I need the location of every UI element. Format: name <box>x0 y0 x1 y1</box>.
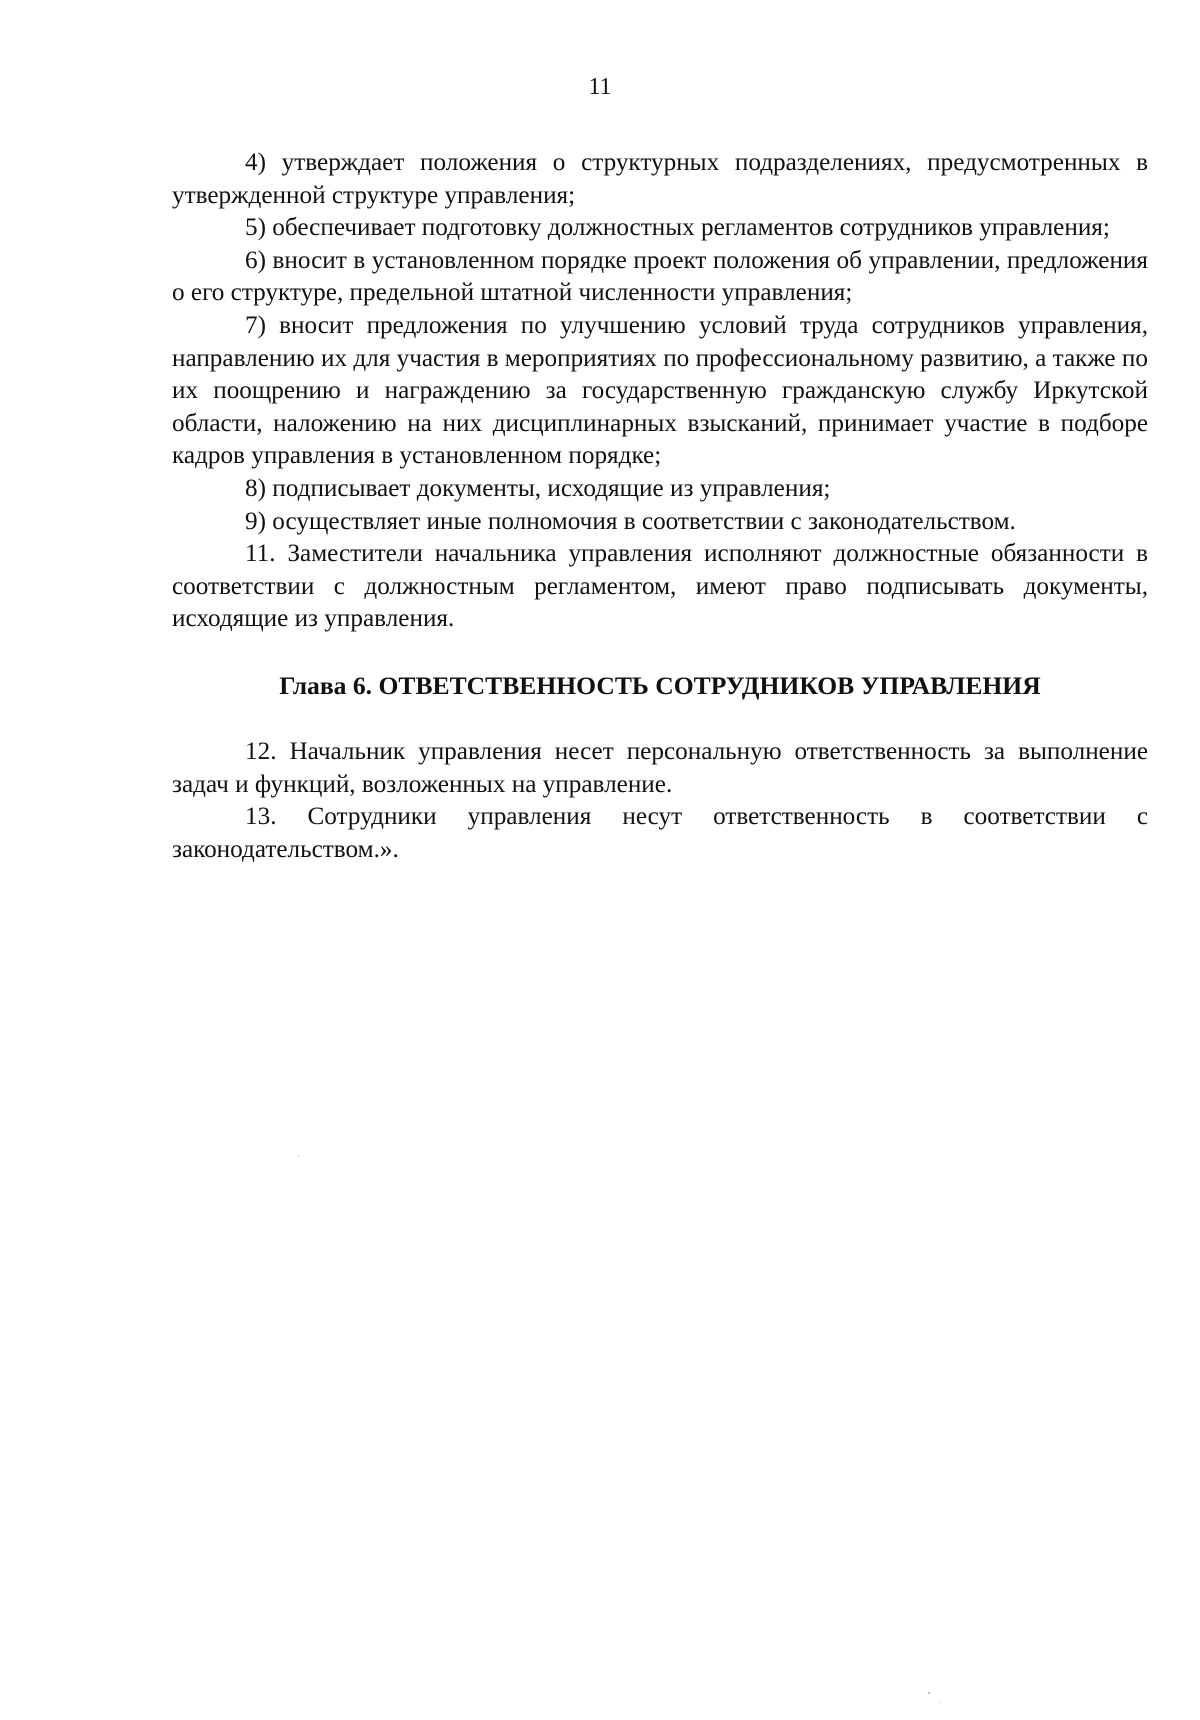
scan-speck <box>298 1155 299 1156</box>
paragraph-11: 11. Заместители начальника управления исполняют должностные обязанности в соответствии с должностным регламентом, имеют право подписывать документы, исходящие из управления. <box>172 540 1148 633</box>
scan-speck <box>928 1692 930 1694</box>
paragraph-item-4: 4) утверждает положения о структурных подразделениях, предусмотренных в утвержденной структуре управления; <box>172 149 1148 209</box>
paragraph-13: 13. Сотрудники управления несут ответственность в соответствии с законодательством.». <box>172 803 1148 863</box>
paragraph-12: 12. Начальник управления несет персональную ответственность за выполнение задач и функций, возложенных на управление. <box>172 737 1148 798</box>
paragraph-item-5: 5) обеспечивает подготовку должностных регламентов сотрудников управления; <box>245 214 1110 242</box>
paragraph-item-6: 6) вносит в установленном порядке проект положения об управлении, предложения о его структуре, предельной штатной численности управления; <box>172 246 1148 307</box>
paragraph-item-7: 7) вносит предложения по улучшению условий труда сотрудников управления, направлению их для участия в мероприятиях по профессиональному развитию, а также по их поощрению и награждению за государственную гражданскую службу Иркутской области, наложению на них дисциплинарных взысканий, принимает участие в подборе кадров управления в установленном порядке; <box>172 311 1148 470</box>
page-number: 11 <box>588 74 612 100</box>
document-body <box>172 147 1148 866</box>
chapter-heading: Глава 6. ОТВЕТСТВЕННОСТЬ СОТРУДНИКОВ УПРАВЛЕНИЯ <box>279 670 1041 700</box>
scan-speck <box>940 1702 941 1703</box>
paragraph-item-9: 9) осуществляет иные полномочия в соответствии с законодательством. <box>245 507 1016 535</box>
paragraph-item-8: 8) подписывает документы, исходящие из управления; <box>245 474 831 502</box>
